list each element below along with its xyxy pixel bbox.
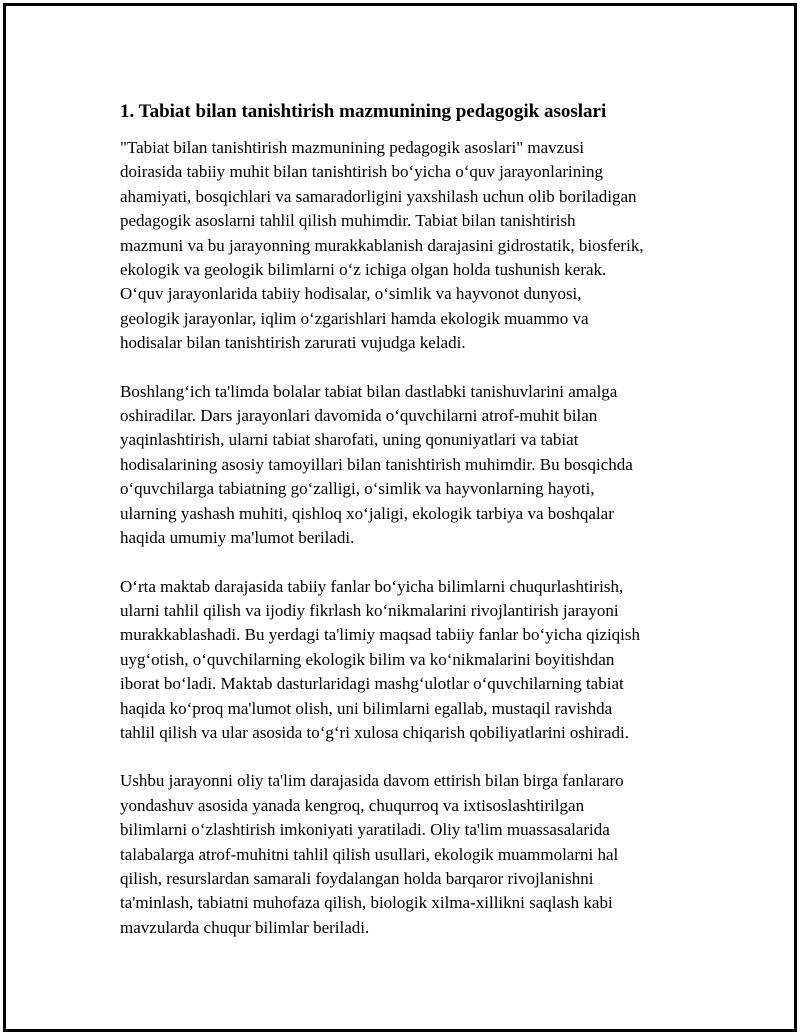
text-line: o‘quvchilarga tabiatning go‘zalligi, o‘simlik va hayvonlarning hayoti, xyxy=(120,479,595,499)
text-line: doirasida tabiiy muhit bilan tanishtirish bo‘yicha o‘quv jarayonlarining xyxy=(120,162,603,182)
text-line: talabalarga atrof-muhitni tahlil qilish usullari, ekologik muammolarni hal xyxy=(120,844,619,864)
text-line: pedagogik asoslarni tahlil qilish muhimdir. Tabiat bilan tanishtirish xyxy=(120,211,576,231)
text-line: mazmuni va bu jarayonning murakkablanish darajasini gidrostatik, biosferik, xyxy=(120,235,644,255)
text-line: hodisalar bilan tanishtirish zarurati vujudga keladi. xyxy=(120,333,466,353)
text-line: ularning yashash muhiti, qishloq xo‘jaligi, ekologik tarbiya va boshqalar xyxy=(120,503,614,523)
text-line: O‘quv jarayonlarida tabiiy hodisalar, o‘simlik va hayvonot dunyosi, xyxy=(120,284,582,304)
text-line: hodisalarining asosiy tamoyillari bilan tanishtirish muhimdir. Bu bosqichda xyxy=(120,454,633,474)
text-line: haqida umumiy ma'lumot beriladi. xyxy=(120,528,355,548)
page-frame xyxy=(3,3,797,1032)
text-line: bilimlarni o‘zlashtirish imkoniyati yaratiladi. Oliy ta'lim muassasalarida xyxy=(120,820,610,840)
text-line: haqida ko‘proq ma'lumot olish, uni bilimlarni egallab, mustaqil ravishda xyxy=(120,698,613,718)
paragraph-2 xyxy=(120,380,690,551)
text-line: ahamiyati, bosqichlari va samaradorligini yaxshilash uchun olib boriladigan xyxy=(120,186,637,206)
text-line: Ushbu jarayonni oliy ta'lim darajasida davom ettirish bilan birga fanlararo xyxy=(120,771,624,791)
paragraph-4 xyxy=(120,769,690,940)
text-line: mavzularda chuqur bilimlar beriladi. xyxy=(120,917,370,937)
text-line: tahlil qilish va ular asosida to‘g‘ri xulosa chiqarish qobiliyatlarini oshiradi. xyxy=(120,722,629,742)
document-body xyxy=(120,100,690,964)
text-line: "Tabiat bilan tanishtirish mazmunining pedagogik asoslari" mavzusi xyxy=(120,138,585,157)
paragraph-1 xyxy=(120,136,690,356)
text-line: oshiradilar. Dars jarayonlari davomida o‘quvchilarni atrof-muhit bilan xyxy=(120,406,598,426)
text-line: uyg‘otish, o‘quvchilarning ekologik bilim va ko‘nikmalarini boyitishdan xyxy=(120,649,615,669)
text-line: yaqinlashtirish, ularni tabiat sharofati, uning qonuniyatlari va tabiat xyxy=(120,430,579,450)
paragraph-3 xyxy=(120,575,690,746)
text-line: qilish, resurslardan samarali foydalangan holda barqaror rivojlanishni xyxy=(120,868,594,888)
text-line: ekologik va geologik bilimlarni o‘z ichiga olgan holda tushunish kerak. xyxy=(120,260,607,280)
text-line: Boshlang‘ich ta'limda bolalar tabiat bilan dastlabki tanishuvlarini amalga xyxy=(120,381,618,401)
text-line: ularni tahlil qilish va ijodiy fikrlash ko‘nikmalarini rivojlantirish jarayoni xyxy=(120,600,619,620)
text-line: ta'minlash, tabiatni muhofaza qilish, biologik xilma-xillikni saqlash kabi xyxy=(120,893,613,913)
text-line: O‘rta maktab darajasida tabiiy fanlar bo‘yicha bilimlarni chuqurlashtirish, xyxy=(120,576,624,596)
text-line: iborat bo‘ladi. Maktab dasturlaridagi mashg‘ulotlar o‘quvchilarning tabiat xyxy=(120,674,624,694)
text-line: yondashuv asosida yanada kengroq, chuqurroq va ixtisoslashtirilgan xyxy=(120,795,585,815)
text-line: geologik jarayonlar, iqlim o‘zgarishlari hamda ekologik muammo va xyxy=(120,308,589,328)
document-title: 1. Tabiat bilan tanishtirish mazmunining pedagogik asoslari xyxy=(120,101,607,122)
text-line: murakkablashadi. Bu yerdagi ta'limiy maqsad tabiiy fanlar bo‘yicha qiziqish xyxy=(120,625,641,645)
